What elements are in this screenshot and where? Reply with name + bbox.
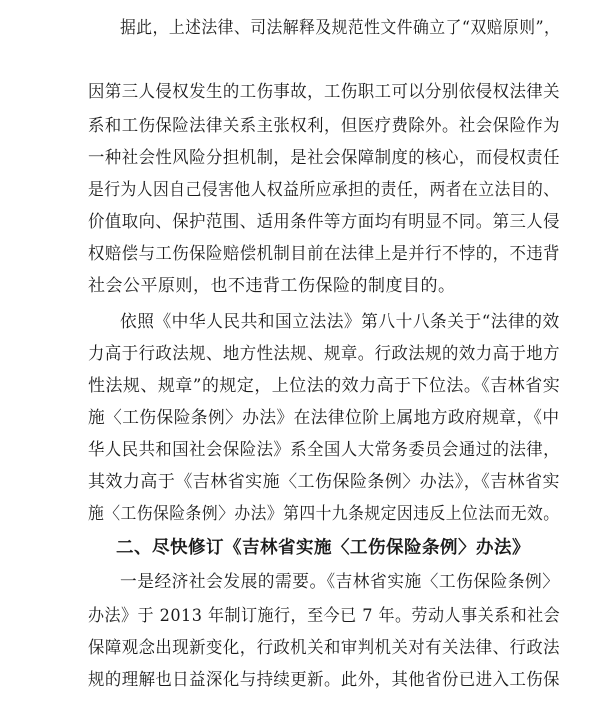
paragraph-3-line-2: 办法》于 2013 年制订施行，至今已 7 年。劳动人事关系和社会	[88, 606, 561, 626]
paragraph-1-line-3: 系和工伤保险法律关系主张权利，但医疗费除外。社会保险作为	[88, 116, 561, 136]
paragraph-2-line-3: 性法规、规章”的规定，上位法的效力高于下位法。《吉林省实	[88, 376, 561, 396]
paragraph-2-line-2: 力高于行政法规、地方性法规、规章。行政法规的效力高于地方	[88, 344, 561, 364]
paragraph-2-line-1: 依照《中华人民共和国立法法》第八十八条关于“法律的效	[120, 312, 560, 332]
section-heading: 二、尽快修订《吉林省实施〈工伤保险条例〉办法》	[116, 538, 530, 558]
paragraph-2-line-6: 其效力高于《吉林省实施〈工伤保险条例〉办法》，《吉林省实	[88, 472, 561, 492]
paragraph-1-line-6: 价值取向、保护范围、适用条件等方面均有明显不同。第三人侵	[88, 212, 561, 232]
paragraph-3-line-1: 一是经济社会发展的需要。《吉林省实施〈工伤保险条例〉	[120, 572, 560, 592]
paragraph-1-line-8: 社会公平原则，也不违背工伤保险的制度目的。	[88, 276, 456, 296]
paragraph-2-line-5: 华人民共和国社会保险法》系全国人大常务委员会通过的法律，	[88, 440, 561, 460]
paragraph-2-line-4: 施〈工伤保险条例〉办法》在法律位阶上属地方政府规章，《中	[88, 408, 560, 428]
paragraph-1-line-1: 据此，上述法律、司法解释及规范性文件确立了“双赔原则”，	[120, 18, 561, 38]
paragraph-1-line-4: 一种社会性风险分担机制，是社会保障制度的核心，而侵权责任	[88, 148, 561, 168]
paragraph-2-line-7: 施〈工伤保险条例〉办法》第四十九条规定因违反上位法而无效。	[88, 504, 560, 524]
paragraph-1-line-7: 权赔偿与工伤保险赔偿机制目前在法律上是并行不悖的，不违背	[88, 244, 561, 264]
paragraph-3-line-4: 规的理解也日益深化与持续更新。此外，其他省份已进入工伤保	[88, 670, 561, 690]
paragraph-1-line-5: 是行为人因自己侵害他人权益所应承担的责任，两者在立法目的、	[88, 180, 560, 200]
paragraph-1-line-2: 因第三人侵权发生的工伤事故，工伤职工可以分别依侵权法律关	[88, 82, 561, 102]
paragraph-3-line-3: 保障观念出现新变化，行政机关和审判机关对有关法律、行政法	[88, 638, 561, 658]
